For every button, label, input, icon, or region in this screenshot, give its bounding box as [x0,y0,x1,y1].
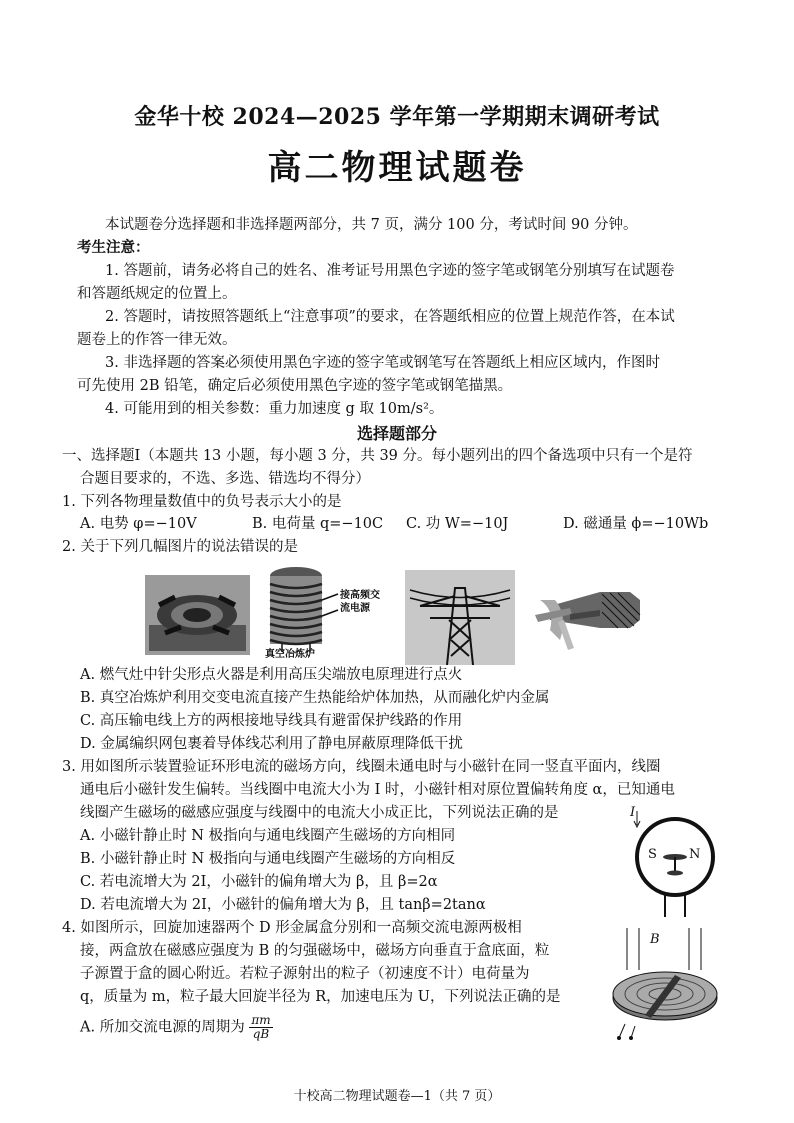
q4-fraction-numerator: πm [251,1013,271,1027]
q3-option-b: B. 小磁针静止时 N 极指向与通电线圈产生磁场的方向相反 [80,851,456,867]
part1-heading-line1: 一、选择题Ⅰ（本题共 13 小题，每小题 3 分，共 39 分。每小题列出的四个备选项中只有一个是符 [62,448,693,464]
notice-item-2-line1: 2. 答题时，请按照答题纸上“注意事项”的要求，在答题纸相应的位置上规范作答，在本试 [105,309,675,325]
q4-option-a-fraction [249,1014,272,1041]
q1-option-c: C. 功 W=−10J [406,516,509,532]
q3-option-d: D. 若电流增大为 2I，小磁针的偏角增大为 β，且 tanβ=2tanα [80,897,486,913]
q2-stem: 2. 关于下列几幅图片的说法错误的是 [62,539,298,555]
q1-option-b: B. 电荷量 q=−10C [252,516,384,532]
q2-option-d: D. 金属编织网包裹着导体线芯利用了静电屏蔽原理降低干扰 [80,736,463,752]
q4-stem-line1: 4. 如图所示，回旋加速器两个 D 形金属盒分别和一高频交流电源两极相 [62,920,522,936]
power-line-tower-image [405,570,515,665]
cyclotron-figure [605,920,725,1045]
notice-item-1-line1: 1. 答题前，请务必将自己的姓名、准考证号用黑色字迹的签字笔或钢笔分别填写在试题卷 [105,263,675,279]
q4-stem-line4: q，质量为 m，粒子最大回旋半径为 R，加速电压为 U，下列说法正确的是 [80,989,561,1005]
q3-stem-line2: 通电后小磁针发生偏转。当线圈中电流大小为 I 时，小磁针相对原位置偏转角度 α，已知通电 [80,782,675,798]
coil-and-needle-figure [625,805,725,920]
q2-option-a: A. 燃气灶中针尖形点火器是利用高压尖端放电原理进行点火 [80,667,463,683]
q3-fig-label-s: S [648,847,657,862]
notice-heading: 考生注意： [77,239,150,256]
q4-fraction-denominator: qB [252,1027,270,1041]
q4-option-a-text: A. 所加交流电源的周期为 [80,1019,245,1036]
exam-title: 金华十校 2024—2025 学年第一学期期末调研考试 [134,104,660,130]
notice-item-2-line2: 题卷上的作答一律无效。 [77,332,237,348]
q3-fig-label-n: N [689,847,701,862]
q4-stem-line2: 接，两盒放在磁感应强度为 B 的匀强磁场中，磁场方向垂直于盒底面，粒 [80,943,550,959]
part1-heading-line2: 合题目要求的，不选、多选、错选均不得分） [80,471,370,487]
notice-item-4: 4. 可能用到的相关参数：重力加速度 g 取 10m/s²。 [105,401,444,417]
section-title: 选择题部分 [356,424,437,443]
intro-text: 本试题卷分选择题和非选择题两部分，共 7 页，满分 100 分，考试时间 90 分钟。 [105,217,638,233]
q2-label-source-line1: 接高频交 [340,590,380,601]
q3-option-a: A. 小磁针静止时 N 极指向与通电线圈产生磁场的方向相同 [80,828,456,844]
q1-option-a: A. 电势 φ=−10V [80,516,197,532]
q1-stem: 1. 下列各物理量数值中的负号表示大小的是 [62,494,342,510]
q2-label-source-line2: 流电源 [340,603,370,614]
q2-option-b: B. 真空冶炼炉利用交变电流直接产生热能给炉体加热，从而融化炉内金属 [80,690,550,706]
shielded-cable-image [530,570,645,655]
q1-option-d: D. 磁通量 ϕ=−10Wb [563,516,709,532]
q4-fig-label-b: B [650,932,660,947]
notice-item-1-line2: 和答题纸规定的位置上。 [77,286,237,302]
q2-option-c: C. 高压输电线上方的两根接地导线具有避雷保护线路的作用 [80,713,463,729]
notice-item-3-line1: 3. 非选择题的答案必须使用黑色字迹的签字笔或钢笔写在答题纸上相应区域内，作图时 [105,355,660,371]
q3-fig-label-current: I [630,805,636,820]
q4-stem-line3: 子源置于盒的圆心附近。若粒子源射出的粒子（初速度不计）电荷量为 [80,966,530,982]
exam-subtitle: 高二物理试题卷 [267,148,527,188]
q3-stem-line1: 3. 用如图所示装置验证环形电流的磁场方向，线圈未通电时与小磁针在同一竖直平面内，线圈 [62,759,661,775]
q4-option-a [80,1014,273,1041]
page-footer: 十校高二物理试题卷—1（共 7 页） [293,1089,501,1104]
q3-option-c: C. 若电流增大为 2I，小磁针的偏角增大为 β，且 β=2α [80,874,438,890]
q3-stem-line3: 线圈产生磁场的磁感应强度与线圈中的电流大小成正比，下列说法正确的是 [80,805,559,821]
gas-stove-image [145,575,250,655]
q2-label-furnace: 真空冶炼炉 [265,649,315,660]
notice-item-3-line2: 可先使用 2B 铅笔，确定后必须使用黑色字迹的签字笔或钢笔描黑。 [77,378,513,394]
